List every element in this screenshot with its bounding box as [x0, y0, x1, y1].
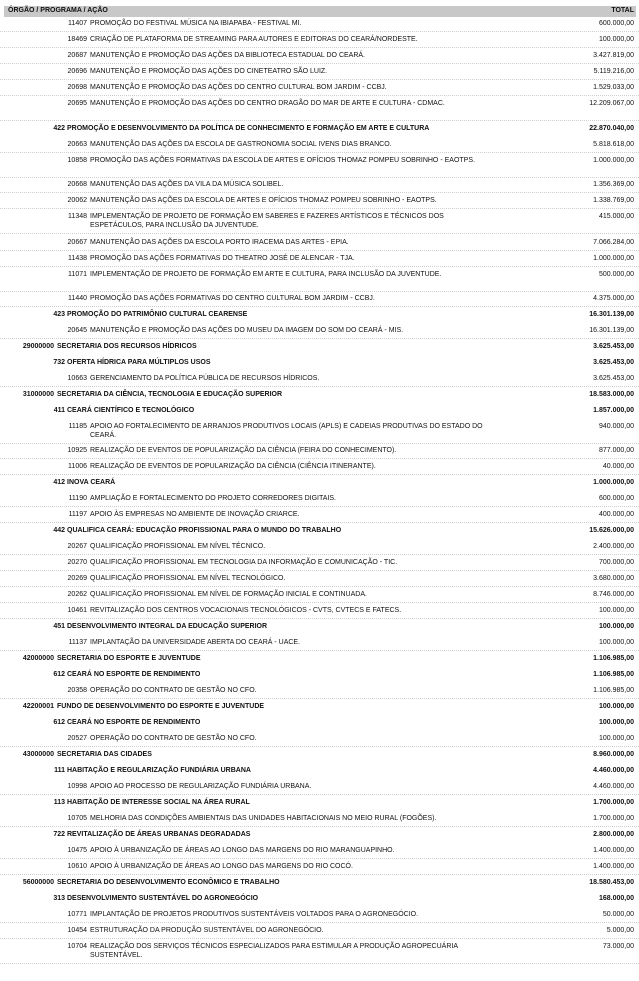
row-total: 415.000,00 [598, 213, 634, 220]
row-code: 411 [53, 407, 65, 414]
acao-row [0, 590, 639, 603]
row-description: CEARÁ NO ESPORTE DE RENDIMENTO [67, 671, 201, 678]
row-description: PROMOÇÃO DO PATRIMÔNIO CULTURAL CEARENSE [67, 311, 248, 318]
row-total: 100.000,00 [598, 639, 634, 646]
row-description: GERENCIAMENTO DA POLÍTICA PÚBLICA DE RECURSOS HÍDRICOS. [90, 375, 320, 382]
row-total: 3.625.453,00 [593, 343, 634, 350]
programa-row [0, 798, 639, 810]
row-code: 313 [53, 895, 65, 902]
row-total: 1.529.033,00 [593, 84, 634, 91]
acao-row [0, 196, 639, 209]
row-code: 10475 [67, 847, 87, 854]
row-description: HABITAÇÃO E REGULARIZAÇÃO FUNDIÁRIA URBANA [67, 767, 251, 774]
row-code: 10461 [67, 607, 87, 614]
orgao-row [0, 702, 639, 714]
row-description: PROMOÇÃO DAS AÇÕES FORMATIVAS DO CENTRO CULTURAL BOM JARDIM - CCBJ. [90, 295, 375, 302]
acao-row [0, 35, 639, 48]
programa-row [0, 718, 639, 730]
row-total: 18.580.453,00 [589, 879, 634, 886]
row-code: 20358 [67, 687, 87, 694]
row-total: 1.700.000,00 [593, 815, 634, 822]
row-description: SECRETARIA DA CIÊNCIA, TECNOLOGIA E EDUCAÇÃO SUPERIOR [57, 391, 283, 398]
row-code: 442 [53, 527, 65, 534]
row-description: QUALIFICAÇÃO PROFISSIONAL EM NÍVEL TECNOLÓGICO. [90, 575, 286, 582]
orgao-row [0, 750, 639, 762]
row-code: 10610 [67, 863, 87, 870]
row-code: 20269 [67, 575, 87, 582]
row-description: QUALIFICA CEARÁ: EDUCAÇÃO PROFISSIONAL PARA O MUNDO DO TRABALHO [67, 527, 342, 534]
row-total: 1.106.985,00 [593, 687, 634, 694]
row-code: 42000000 [22, 655, 54, 662]
row-code: 20668 [67, 181, 87, 188]
row-description: MANUTENÇÃO E PROMOÇÃO DAS AÇÕES DO MUSEU DA IMAGEM DO SOM DO CEARÁ - MIS. [90, 327, 404, 334]
row-description: IMPLANTAÇÃO DA UNIVERSIDADE ABERTA DO CEARÁ - UACE. [90, 639, 301, 646]
row-total: 100.000,00 [598, 703, 634, 710]
row-total: 3.427.819,00 [593, 52, 634, 59]
acao-row [0, 212, 639, 234]
row-total: 1.400.000,00 [593, 847, 634, 854]
row-code: 18469 [67, 36, 87, 43]
acao-row [0, 542, 639, 555]
row-code: 29000000 [22, 343, 54, 350]
row-total: 700.000,00 [598, 559, 634, 566]
orgao-row [0, 390, 639, 402]
row-code: 20667 [67, 239, 87, 246]
row-description: PROMOÇÃO E DESENVOLVIMENTO DA POLÍTICA DE CONHECIMENTO E FORMAÇÃO EM ARTE E CULTURA [67, 125, 430, 132]
row-total: 50.000,00 [602, 911, 634, 918]
row-description: APOIO ÀS EMPRESAS NO AMBIENTE DE INOVAÇÃO CRIARCE. [90, 511, 300, 518]
row-total: 4.375.000,00 [593, 295, 634, 302]
row-code: 20663 [67, 141, 87, 148]
acao-row [0, 814, 639, 827]
acao-row [0, 606, 639, 619]
row-description: APOIO AO PROCESSO DE REGULARIZAÇÃO FUNDIÁRIA URBANA. [90, 783, 312, 790]
row-total: 100.000,00 [598, 623, 634, 630]
row-description: IMPLANTAÇÃO DE PROJETOS PRODUTIVOS SUSTENTÁVEIS VOLTADOS PARA O AGRONEGÓCIO. [90, 911, 419, 918]
acao-row [0, 19, 639, 32]
acao-row [0, 846, 639, 859]
row-description: INOVA CEARÁ [67, 479, 116, 486]
row-total: 1.000.000,00 [593, 157, 634, 164]
row-description: APOIO AO FORTALECIMENTO DE ARRANJOS PRODUTIVOS LOCAIS (APLS) E CADEIAS PRODUTIVAS DO ESTADO DO CEARÁ. [90, 423, 483, 439]
row-description: DESENVOLVIMENTO SUSTENTÁVEL DO AGRONEGÓCIO [67, 895, 259, 902]
row-total: 5.000,00 [606, 927, 634, 934]
programa-row [0, 358, 639, 370]
row-description: ESTRUTURAÇÃO DA PRODUÇÃO SUSTENTÁVEL DO AGRONEGÓCIO. [90, 927, 324, 934]
acao-row [0, 926, 639, 939]
row-code: 11071 [68, 271, 87, 278]
row-total: 8.960.000,00 [593, 751, 634, 758]
row-total: 1.857.000,00 [593, 407, 634, 414]
row-code: 11440 [68, 295, 87, 302]
row-code: 56000000 [22, 879, 54, 886]
row-total: 1.338.769,00 [593, 197, 634, 204]
row-total: 73.000,00 [602, 943, 634, 950]
programa-row [0, 124, 639, 136]
row-description: MANUTENÇÃO DAS AÇÕES DA ESCOLA PORTO IRACEMA DAS ARTES - EPIA. [90, 239, 349, 246]
row-description: REALIZAÇÃO DE EVENTOS DE POPULARIZAÇÃO DA CIÊNCIA (FEIRA DO CONHECIMENTO). [90, 447, 397, 454]
row-description: SECRETARIA DAS CIDADES [57, 751, 152, 758]
row-code: 451 [53, 623, 65, 630]
row-total: 8.746.000,00 [593, 591, 634, 598]
row-total: 18.583.000,00 [589, 391, 634, 398]
row-total: 600.000,00 [598, 495, 634, 502]
row-description: SECRETARIA DO ESPORTE E JUVENTUDE [57, 655, 201, 662]
programa-row [0, 670, 639, 682]
row-total: 100.000,00 [598, 719, 634, 726]
row-code: 11348 [68, 213, 87, 220]
row-description: MANUTENÇÃO E PROMOÇÃO DAS AÇÕES DO CENTRO DRAGÃO DO MAR DE ARTE E CULTURA - CDMAC. [90, 100, 445, 107]
row-total: 16.301.139,00 [589, 311, 634, 318]
row-description: CRIAÇÃO DE PLATAFORMA DE STREAMING PARA AUTORES E EDITORAS DO CEARÁ/NORDESTE. [90, 36, 418, 43]
row-code: 20645 [67, 327, 87, 334]
row-code: 20062 [67, 197, 87, 204]
header-label-total: TOTAL [611, 7, 634, 14]
row-description: OFERTA HÍDRICA PARA MÚLTIPLOS USOS [67, 359, 211, 366]
row-description: MANUTENÇÃO DAS AÇÕES DA ESCOLA DE ARTES E OFÍCIOS THOMAZ POMPEU SOBRINHO - EAOTPS. [90, 197, 437, 204]
row-total: 1.000.000,00 [593, 479, 634, 486]
row-total: 1.400.000,00 [593, 863, 634, 870]
row-total: 1.356.369,00 [593, 181, 634, 188]
row-description: PROMOÇÃO DAS AÇÕES FORMATIVAS DA ESCOLA DE ARTES E OFÍCIOS THOMAZ POMPEU SOBRINHO - EAOTPS. [90, 157, 475, 164]
acao-row [0, 462, 639, 475]
acao-row [0, 782, 639, 795]
row-code: 113 [53, 799, 65, 806]
row-code: 10454 [67, 927, 87, 934]
row-description: IMPLEMENTAÇÃO DE PROJETO DE FORMAÇÃO EM ARTE E CULTURA, PARA INCLUSÃO DA JUVENTUDE. [90, 271, 442, 278]
row-description: QUALIFICAÇÃO PROFISSIONAL EM NÍVEL TÉCNICO. [90, 543, 266, 550]
row-total: 877.000,00 [598, 447, 634, 454]
programa-row [0, 406, 639, 418]
acao-row [0, 494, 639, 507]
row-code: 20695 [67, 100, 87, 107]
row-description: AMPLIAÇÃO E FORTALECIMENTO DO PROJETO CORREDORES DIGITAIS. [90, 495, 336, 502]
row-total: 500.000,00 [598, 271, 634, 278]
row-description: OPERAÇÃO DO CONTRATO DE GESTÃO NO CFO. [90, 687, 257, 694]
row-total: 7.066.284,00 [593, 239, 634, 246]
row-code: 412 [53, 479, 65, 486]
table-header [4, 6, 636, 17]
row-total: 940.000,00 [598, 423, 634, 430]
row-code: 612 [53, 719, 65, 726]
row-total: 1.106.985,00 [593, 655, 634, 662]
row-total: 3.680.000,00 [593, 575, 634, 582]
row-total: 4.460.000,00 [593, 767, 634, 774]
orgao-row [0, 654, 639, 666]
acao-row [0, 638, 639, 651]
acao-row [0, 510, 639, 523]
row-code: 20687 [67, 52, 87, 59]
row-code: 11438 [68, 255, 87, 262]
programa-row [0, 830, 639, 842]
row-code: 10998 [67, 783, 87, 790]
acao-row [0, 238, 639, 251]
orgao-row [0, 878, 639, 890]
acao-row [0, 294, 639, 307]
acao-row [0, 51, 639, 64]
row-description: APOIO À URBANIZAÇÃO DE ÁREAS AO LONGO DAS MARGENS DO RIO COCÓ. [90, 863, 353, 870]
row-code: 11185 [68, 423, 87, 430]
row-description: PROMOÇÃO DAS AÇÕES FORMATIVAS DO THEATRO JOSÉ DE ALENCAR - TJA. [90, 255, 355, 262]
row-code: 20696 [67, 68, 87, 75]
row-description: MELHORIA DAS CONDIÇÕES AMBIENTAIS DAS UNIDADES HABITACIONAIS NO MEIO RURAL (FOGÕES). [90, 815, 437, 822]
row-code: 10704 [67, 943, 87, 950]
row-description: MANUTENÇÃO DAS AÇÕES DA ESCOLA DE GASTRONOMIA SOCIAL IVENS DIAS BRANCO. [90, 141, 392, 148]
acao-row [0, 446, 639, 459]
row-code: 11197 [68, 511, 87, 518]
row-code: 10771 [67, 911, 87, 918]
row-code: 20270 [67, 559, 87, 566]
row-description: MANUTENÇÃO DAS AÇÕES DA VILA DA MÚSICA SOLIBEL. [90, 181, 284, 188]
row-total: 1.106.985,00 [593, 671, 634, 678]
row-description: SECRETARIA DO DESENVOLVIMENTO ECONÔMICO E TRABALHO [57, 879, 280, 886]
acao-row [0, 558, 639, 571]
row-description: SECRETARIA DOS RECURSOS HÍDRICOS [57, 343, 197, 350]
row-total: 16.301.139,00 [589, 327, 634, 334]
row-code: 11407 [68, 20, 87, 27]
row-total: 600.000,00 [598, 20, 634, 27]
acao-row [0, 422, 639, 444]
row-total: 168.000,00 [598, 895, 634, 902]
row-code: 11190 [68, 495, 87, 502]
row-description: IMPLEMENTAÇÃO DE PROJETO DE FORMAÇÃO EM SABERES E FAZERES ARTÍSTICOS E TÉCNICOS DOS ESPETÁCULOS, PARA INCLUSÃO DA JUVENTUDE. [90, 213, 444, 229]
programa-row [0, 766, 639, 778]
row-description: APOIO À URBANIZAÇÃO DE ÁREAS AO LONGO DAS MARGENS DO RIO MARANGUAPINHO. [90, 847, 395, 854]
row-total: 5.818.618,00 [593, 141, 634, 148]
row-code: 10663 [67, 375, 87, 382]
acao-row [0, 83, 639, 96]
row-description: QUALIFICAÇÃO PROFISSIONAL EM TECNOLOGIA DA INFORMAÇÃO E COMUNICAÇÃO - TIC. [90, 559, 398, 566]
row-description: MANUTENÇÃO E PROMOÇÃO DAS AÇÕES DO CINETEATRO SÃO LUIZ. [90, 68, 328, 75]
row-total: 15.626.000,00 [589, 527, 634, 534]
row-code: 11137 [68, 639, 87, 646]
row-total: 400.000,00 [598, 511, 634, 518]
row-code: 10705 [67, 815, 87, 822]
acao-row [0, 862, 639, 875]
programa-row [0, 478, 639, 490]
row-description: PROMOÇÃO DO FESTIVAL MÚSICA NA IBIAPABA - FESTIVAL MI. [90, 20, 302, 27]
row-description: CEARÁ CIENTÍFICO E TECNOLÓGICO [67, 407, 195, 414]
acao-row [0, 270, 639, 292]
row-description: CEARÁ NO ESPORTE DE RENDIMENTO [67, 719, 201, 726]
row-description: HABITAÇÃO DE INTERESSE SOCIAL NA ÁREA RURAL [67, 799, 250, 806]
row-description: OPERAÇÃO DO CONTRATO DE GESTÃO NO CFO. [90, 735, 257, 742]
programa-row [0, 622, 639, 634]
acao-row [0, 686, 639, 699]
row-description: FUNDO DE DESENVOLVIMENTO DO ESPORTE E JUVENTUDE [57, 703, 265, 710]
row-code: 20527 [67, 735, 87, 742]
row-total: 1.000.000,00 [593, 255, 634, 262]
acao-row [0, 942, 639, 964]
row-code: 10858 [67, 157, 87, 164]
acao-row [0, 254, 639, 267]
row-total: 3.625.453,00 [593, 375, 634, 382]
programa-row [0, 894, 639, 906]
acao-row [0, 67, 639, 80]
orgao-row [0, 342, 639, 354]
row-code: 42200001 [22, 703, 54, 710]
row-description: MANUTENÇÃO E PROMOÇÃO DAS AÇÕES DA BIBLIOTECA ESTADUAL DO CEARÁ. [90, 52, 366, 59]
acao-row [0, 326, 639, 339]
row-total: 12.209.067,00 [589, 100, 634, 107]
header-label-left: ÓRGÃO / PROGRAMA / AÇÃO [8, 7, 108, 14]
row-description: MANUTENÇÃO E PROMOÇÃO DAS AÇÕES DO CENTRO CULTURAL BOM JARDIM - CCBJ. [90, 84, 387, 91]
row-code: 422 [53, 125, 65, 132]
row-total: 2.800.000,00 [593, 831, 634, 838]
row-description: REALIZAÇÃO DE EVENTOS DE POPULARIZAÇÃO DA CIÊNCIA (CIÊNCIA ITINERANTE). [90, 463, 376, 470]
row-total: 3.625.453,00 [593, 359, 634, 366]
row-code: 20698 [67, 84, 87, 91]
row-total: 100.000,00 [598, 36, 634, 43]
row-description: REVITALIZAÇÃO DE ÁREAS URBANAS DEGRADADAS [67, 831, 251, 838]
acao-row [0, 156, 639, 178]
programa-row [0, 310, 639, 322]
row-total: 5.119.216,00 [593, 68, 634, 75]
acao-row [0, 910, 639, 923]
row-description: REALIZAÇÃO DOS SERVIÇOS TÉCNICOS ESPECIALIZADOS PARA ESTIMULAR A PRODUÇÃO AGROPECUÁRIA SUSTENTÁVEL. [90, 943, 458, 959]
row-description: DESENVOLVIMENTO INTEGRAL DA EDUCAÇÃO SUPERIOR [67, 623, 268, 630]
row-code: 111 [54, 767, 65, 774]
acao-row [0, 374, 639, 387]
row-description: REVITALIZAÇÃO DOS CENTROS VOCACIONAIS TECNOLÓGICOS - CVTS, CVTECS E FATECS. [90, 607, 402, 614]
row-total: 4.460.000,00 [593, 783, 634, 790]
acao-row [0, 180, 639, 193]
row-code: 11006 [68, 463, 87, 470]
row-description: QUALIFICAÇÃO PROFISSIONAL EM NÍVEL DE FORMAÇÃO INICIAL E CONTINUADA. [90, 591, 367, 598]
row-code: 31000000 [22, 391, 54, 398]
row-code: 10925 [67, 447, 87, 454]
acao-row [0, 734, 639, 747]
row-code: 20262 [67, 591, 87, 598]
acao-row [0, 574, 639, 587]
row-total: 2.400.000,00 [593, 543, 634, 550]
row-code: 612 [53, 671, 65, 678]
acao-row [0, 99, 639, 121]
row-total: 22.870.040,00 [589, 125, 634, 132]
row-total: 100.000,00 [598, 735, 634, 742]
acao-row [0, 140, 639, 153]
row-code: 722 [53, 831, 65, 838]
row-total: 100.000,00 [598, 607, 634, 614]
row-code: 20267 [67, 543, 87, 550]
row-code: 43000000 [22, 751, 54, 758]
row-total: 1.700.000,00 [593, 799, 634, 806]
row-code: 732 [53, 359, 65, 366]
row-total: 40.000,00 [602, 463, 634, 470]
programa-row [0, 526, 639, 538]
row-code: 423 [53, 311, 65, 318]
